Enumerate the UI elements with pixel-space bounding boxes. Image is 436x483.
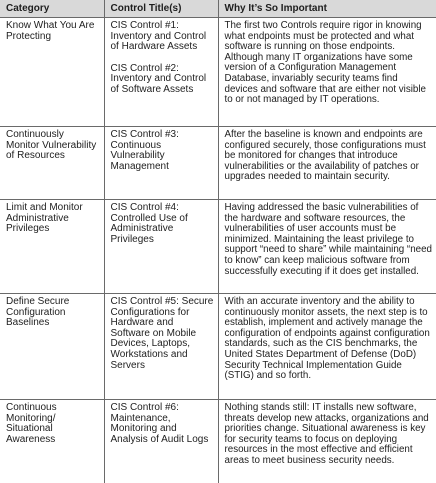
control-titles-cell [104,18,218,127]
table-row [0,200,436,294]
control-titles-cell [104,127,218,200]
control-title: CIS Control #5: Secure Configurations for Hardware and Software on Mobile Devices, Laptops, Workstations and Servers [110,296,214,371]
control-titles-cell [104,200,218,294]
header-why-important: Why It’s So Important [218,0,436,18]
table-header-row [0,0,436,18]
header-control-titles: Control Title(s) [104,0,218,18]
header-category: Category [0,0,104,18]
why-important-cell: Nothing stands still: IT installs new software, threats develop new attacks, organizations and priorities change. Situational awareness is key for security teams to focus on deploying resources in the most effective and efficient areas to meet business security needs. [218,400,436,483]
category-cell: Continuous Monitoring/ Situational Awareness [0,400,104,483]
table-row [0,400,436,483]
category-cell: Know What You Are Protecting [0,18,104,127]
table-row [0,18,436,127]
control-title: CIS Control #1: Inventory and Control of Hardware Assets [110,20,207,53]
control-title: CIS Control #4: Controlled Use of Administrative Privileges [110,202,188,245]
category-cell: Limit and Monitor Administrative Privileges [0,200,104,294]
control-titles-cell [104,400,218,483]
control-title: CIS Control #6: Maintenance, Monitoring and Analysis of Audit Logs [110,402,209,445]
control-titles-cell [104,294,218,400]
table-row [0,127,436,200]
why-important-cell: Having addressed the basic vulnerabilities of the hardware and software resources, the vulnerabilities of user accounts must be minimized. Maintaining the least privilege to support “need to share” while maintaining “need to know” can keep malicious software from successfully executing if it does get installed. [218,200,436,294]
why-important-cell: With an accurate inventory and the ability to continuously monitor assets, the next step is to establish, implement and actively manage the configuration of endpoints against configuration standards, such as the CIS benchmarks, the United States Department of Defense (DoD) Security Technical Implementation Guide (STIG) and so forth. [218,294,436,400]
why-important-cell: The first two Controls require rigor in knowing what endpoints must be protected and what software is running on those endpoints. Although many IT organizations have some version of a Configuration Management Database, invariably security teams find devices and software that are either not visible to or not managed by IT operations. [218,18,436,127]
category-cell: Continuously Monitor Vulnerability of Resources [0,127,104,200]
table-row [0,294,436,400]
control-title: CIS Control #2: Inventory and Control of Software Assets [110,62,207,95]
category-cell: Define Secure Configuration Baselines [0,294,104,400]
why-important-cell: After the baseline is known and endpoints are configured securely, those configurations must be monitored for changes that introduce vulnerabilities or the availability of patches or upgrades needed to maintain security. [218,127,436,200]
control-title: CIS Control #3: Continuous Vulnerability Management [110,129,179,172]
